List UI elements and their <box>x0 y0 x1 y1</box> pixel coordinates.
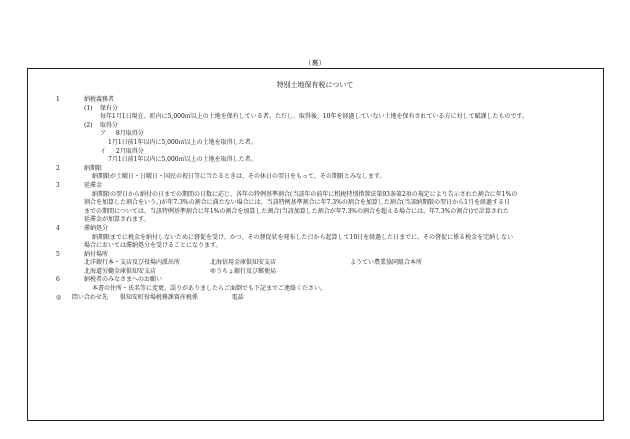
section-number: 3 <box>56 181 60 189</box>
section-3-line-1: 納期限の翌日から納付の日までの期間の日数に応じ、各年の特例基準割合(当該年の前年に租税特別措置法第93条第2項の規定により告示された割合に年1%の <box>92 190 518 198</box>
sub-label: イ <box>100 147 107 155</box>
section-title: 納期限 <box>84 164 103 172</box>
section-4-line-2: 場合においては滞納処分を受けることになります。 <box>84 242 222 250</box>
payment-places-row-1 <box>56 259 596 268</box>
section-3-line-3: までの期間については、当該特例基準割合に年1%の割合を加算した割合(当該加算した割合が年7.3%の割合を超える場合には、年7.3%の割合))で計算された <box>84 207 509 215</box>
section-3-line-2: 割合を加算した割合をいう。)が年7.3%の割合に満たない場合には、当該特例基準割合に年7.3%の割合を加算した割合(当該納期限の翌日から1月を経過する日 <box>84 199 510 207</box>
section-number: 6 <box>56 276 60 284</box>
section-5-heading <box>56 251 596 260</box>
contact-department: 倶知安町役場税務課資産税係 <box>119 293 198 301</box>
sub-heading: 8月取得分 <box>115 130 144 138</box>
section-number: 2 <box>56 164 60 172</box>
sub-label: (2) <box>84 121 93 129</box>
section-1-sub-a <box>56 105 596 114</box>
contact-phone: 電話 <box>231 293 244 301</box>
payment-place: 北洋銀行本・支店及び役場内派出所 <box>84 259 181 267</box>
section-1-sub-a-text: 毎年1月1日現在、町内に5,000㎡以上の土地を保有している者。ただし、取得後、10年を経過していない土地を保有されている方に対して賦課したものです。 <box>100 113 528 121</box>
sub-label: (1) <box>84 104 93 112</box>
sub-label: ア <box>100 130 107 138</box>
section-3-heading <box>56 182 596 191</box>
sub-heading: 保有分 <box>99 104 118 112</box>
section-6-heading <box>56 276 596 285</box>
payment-place: ようてい農業協同組合本所 <box>350 259 423 267</box>
sub-heading: 取得分 <box>99 121 118 129</box>
contact-mark: ◎ <box>56 293 62 301</box>
section-1-heading <box>56 96 596 105</box>
sub-heading: 2月取得分 <box>115 147 144 155</box>
contact-label: 問い合わせ先 <box>71 293 108 301</box>
section-number: 1 <box>56 96 60 103</box>
payment-place: 北海道労働金庫倶知安支店 <box>84 267 157 275</box>
section-title: 納税者のみなさまへのお願い <box>84 276 163 284</box>
section-title: 納税義務者 <box>84 96 115 103</box>
section-title: 延滞金 <box>84 181 103 189</box>
payment-place: ゆうちょ銀行及び郵便局 <box>210 267 277 275</box>
document-body <box>56 96 596 302</box>
page-label: （裏） <box>304 59 326 67</box>
section-4-line-1: 納期限までに税金を納付しないために督促を受け、かつ、その督促状を発布した日から起算して10日を経過した日までに、その督促に係る税金を完納しない <box>92 233 514 241</box>
payment-place: 北海信用金庫倶知安支店 <box>210 259 277 267</box>
section-3-line-4: 延滞金が加算されます。 <box>84 216 150 224</box>
section-1-sub-b1 <box>56 130 596 139</box>
section-number: 5 <box>56 250 60 258</box>
section-1-sub-b2-text: 7月1日前1年以内に5,000㎡以上の土地を取得した者。 <box>108 156 257 164</box>
section-number: 4 <box>56 224 60 232</box>
section-2-text: 納期限が土曜日・日曜日・国民の祝日等に当たるときは、その休日の翌日をもって、その期限とみなします。 <box>92 173 386 181</box>
section-title: 滞納処分 <box>84 224 109 232</box>
section-1-sub-b2 <box>56 148 596 157</box>
section-title: 納付場所 <box>84 250 109 258</box>
section-4-heading <box>56 225 596 234</box>
section-6-text: 本書の住所・氏名等に変更、誤りがありましたらご面倒でも下記までご連絡ください。 <box>92 285 327 293</box>
section-1-sub-b1-text: 1月1日前1年以内に5,000㎡以上の土地を取得した者。 <box>108 138 257 146</box>
contact-line <box>56 294 596 303</box>
document-title: 特別土地保有税について <box>276 81 354 89</box>
